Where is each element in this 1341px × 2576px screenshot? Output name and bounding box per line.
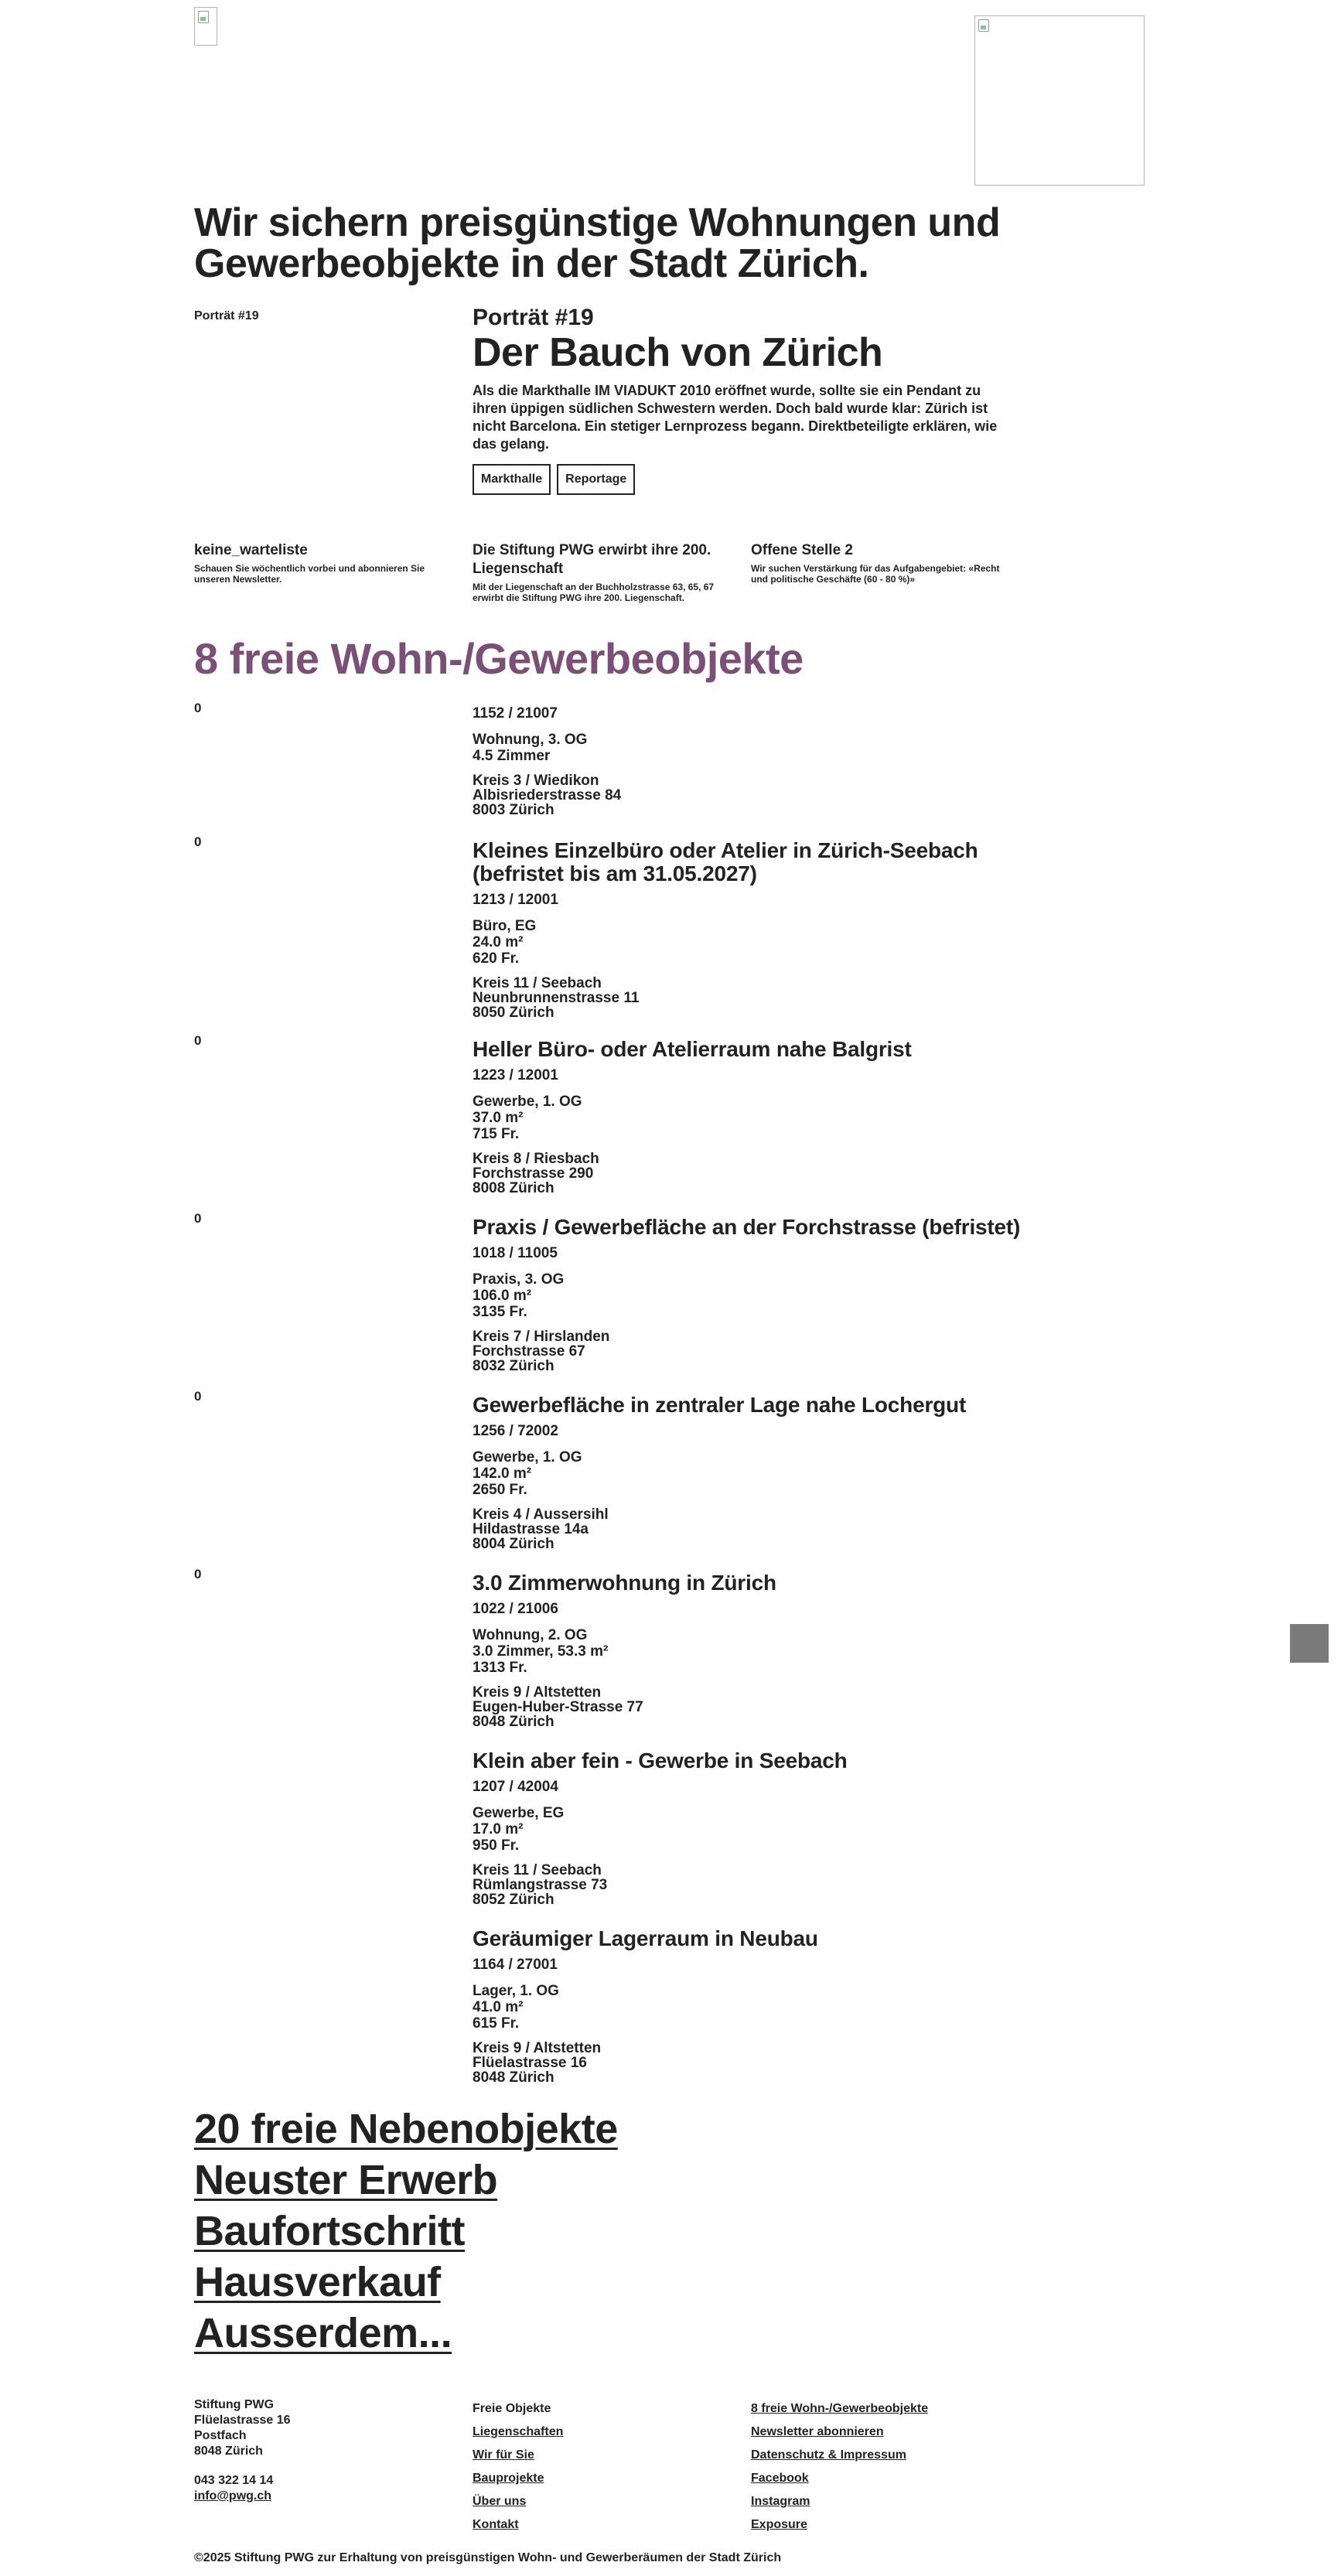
broken-image-icon [198, 11, 209, 23]
listing-type: Gewerbe, 1. OG [473, 1449, 582, 1465]
link-hausverkauf[interactable]: Hausverkauf [194, 2259, 441, 2305]
footer-phone[interactable]: 043 322 14 14 [194, 2474, 274, 2487]
tag-reportage[interactable]: Reportage [557, 464, 635, 495]
listing-street: Forchstrasse 67 [473, 1343, 585, 1360]
teaser-title: Offene Stelle 2 [751, 542, 853, 558]
footer-nav [473, 2397, 735, 2537]
listing-counter: 0 [194, 701, 202, 715]
listing-rent: 1313 Fr. [473, 1660, 527, 1676]
listing-city: 8048 Zürich [473, 1714, 554, 1730]
footer-nav-heading[interactable]: Freie Objekte [473, 2402, 551, 2415]
listing-ref: 1223 / 12001 [473, 1067, 558, 1083]
footer-link-facebook[interactable]: Facebook [751, 2472, 809, 2485]
footer-city: 8048 Zürich [194, 2445, 263, 2458]
listing-city: 8003 Zürich [473, 802, 554, 818]
link-nebenobjekte[interactable]: 20 freie Nebenobjekte [194, 2106, 618, 2152]
teaser-text: Schauen Sie wöchentlich vorbei und abonnieren Sie unseren Newsletter. [194, 563, 425, 585]
broken-image-icon [978, 19, 989, 32]
footer-link-newsletter[interactable]: Newsletter abonnieren [751, 2425, 884, 2438]
listing-rent: 3135 Fr. [473, 1304, 527, 1320]
listing-ref: 1022 / 21006 [473, 1601, 558, 1617]
listing-city: 8052 Zürich [473, 1892, 554, 1908]
listing-street: Forchstrasse 290 [473, 1165, 594, 1182]
footer-street: Flüelastrasse 16 [194, 2414, 291, 2427]
listing-title[interactable]: Gewerbefläche in zentraler Lage nahe Lochergut [473, 1393, 967, 1417]
footer-link-freie-objekte[interactable]: 8 freie Wohn-/Gewerbeobjekte [751, 2402, 929, 2415]
teaser-offene-stelle[interactable] [751, 541, 1006, 585]
listing-area: 106.0 m² [473, 1288, 532, 1304]
listing-street: Flüelastrasse 16 [473, 2055, 587, 2071]
footer-link-datenschutz[interactable]: Datenschutz & Impressum [751, 2448, 906, 2462]
portrait-kicker: Porträt #19 [194, 309, 259, 322]
listing-city: 8032 Zürich [473, 1358, 554, 1374]
listing-type: Gewerbe, 1. OG [473, 1094, 582, 1110]
portrait-title[interactable]: Der Bauch von Zürich [473, 330, 883, 375]
teaser-title: keine_warteliste [194, 542, 308, 558]
listing-district: Kreis 4 / Aussersihl [473, 1506, 609, 1523]
listing-district: Kreis 7 / Hirslanden [473, 1329, 610, 1345]
listing-district: Kreis 8 / Riesbach [473, 1151, 599, 1167]
listing-street: Hildastrasse 14a [473, 1521, 589, 1537]
listing-detail: 4.5 Zimmer [473, 748, 551, 764]
link-neuster-erwerb[interactable]: Neuster Erwerb [194, 2157, 498, 2203]
listing-city: 8048 Zürich [473, 2069, 554, 2086]
listing-rent: 2650 Fr. [473, 1482, 527, 1498]
listing-counter: 0 [194, 1033, 202, 1048]
listing-ref: 1018 / 11005 [473, 1245, 558, 1261]
listing-district: Kreis 3 / Wiedikon [473, 773, 599, 789]
listing-type: Büro, EG [473, 918, 537, 934]
listing-title[interactable]: Heller Büro- oder Atelierraum nahe Balgrist [473, 1037, 912, 1061]
listing-rent: 950 Fr. [473, 1837, 520, 1854]
listing-type: Lager, 1. OG [473, 1983, 559, 1999]
listing-ref: 1164 / 27001 [473, 1957, 558, 1973]
listing-area: 41.0 m² [473, 1999, 524, 2015]
listing-street: Rümlangstrasse 73 [473, 1877, 608, 1893]
listings-heading: 8 freie Wohn-/Gewerbeobjekte [194, 634, 804, 683]
listing-area: 142.0 m² [473, 1465, 532, 1482]
footer-link-wir-fuer-sie[interactable]: Wir für Sie [473, 2448, 534, 2462]
listing-title[interactable]: Geräumiger Lagerraum in Neubau [473, 1926, 818, 1950]
link-ausserdem[interactable]: Ausserdem... [194, 2310, 452, 2356]
listing-city: 8008 Zürich [473, 1180, 554, 1196]
footer-links [751, 2397, 1014, 2537]
copyright-notice: ©2025 Stiftung PWG zur Erhaltung von preisgünstigen Wohn- und Gewerberäumen der Stadt Zürich [194, 2551, 782, 2564]
listing-type: Wohnung, 3. OG [473, 732, 588, 748]
listing-rent: 615 Fr. [473, 2015, 520, 2032]
listing-ref: 1256 / 72002 [473, 1423, 558, 1439]
listing-area: 24.0 m² [473, 934, 524, 950]
listing-counter: 0 [194, 1567, 202, 1581]
listing-counter: 0 [194, 1211, 202, 1226]
listing-title[interactable]: Praxis / Gewerbefläche an der Forchstrasse (befristet) [473, 1215, 1021, 1239]
link-baufortschritt[interactable]: Baufortschritt [194, 2208, 466, 2254]
teaser-warteliste[interactable] [194, 541, 449, 585]
listing-type: Praxis, 3. OG [473, 1271, 565, 1288]
listing-street: Eugen-Huber-Strasse 77 [473, 1699, 643, 1715]
section-links [194, 2103, 618, 2359]
portrait-number: Porträt #19 [473, 305, 594, 330]
teaser-text: Wir suchen Verstärkung für das Aufgabengebiet: «Recht und politische Geschäfte (60 - 80 %)» [751, 563, 1000, 585]
footer-org-name: Stiftung PWG [194, 2398, 275, 2411]
listing-street: Neunbrunnenstrasse 11 [473, 990, 640, 1006]
listing-title[interactable]: 3.0 Zimmerwohnung in Zürich [473, 1571, 776, 1595]
listing-district: Kreis 11 / Seebach [473, 975, 602, 991]
logo-image[interactable] [194, 7, 217, 46]
teaser-text: Mit der Liegenschaft an der Buchholzstrasse 63, 65, 67 erwirbt die Stiftung PWG ihre 200. Liegenschaft. [473, 582, 715, 603]
listing-area: 17.0 m² [473, 1821, 524, 1837]
listing-district: Kreis 9 / Altstetten [473, 1684, 602, 1701]
portrait-image[interactable] [974, 15, 1145, 186]
listing-ref: 1152 / 21007 [473, 705, 558, 722]
footer-link-exposure[interactable]: Exposure [751, 2518, 807, 2531]
tag-markthalle[interactable]: Markthalle [473, 464, 551, 495]
footer-link-kontakt[interactable]: Kontakt [473, 2518, 519, 2531]
listing-counter: 0 [194, 1389, 202, 1404]
listing-area: 3.0 Zimmer, 53.3 m² [473, 1643, 609, 1660]
scroll-to-top-button[interactable] [1290, 1624, 1329, 1663]
footer-address [194, 2397, 457, 2504]
page-tagline: Wir sichern preisgünstige Wohnungen und Gewerbeobjekte in der Stadt Zürich. [194, 200, 1001, 286]
listing-rent: 715 Fr. [473, 1126, 520, 1142]
listing-city: 8050 Zürich [473, 1005, 554, 1021]
listing-area: 37.0 m² [473, 1110, 524, 1126]
teaser-title: Die Stiftung PWG erwirbt ihre 200. Liegenschaft [473, 542, 711, 577]
listing-ref: 1207 / 42004 [473, 1779, 558, 1795]
footer-email[interactable]: info@pwg.ch [194, 2489, 272, 2503]
teaser-liegenschaft[interactable] [473, 541, 728, 603]
footer-link-liegenschaften[interactable]: Liegenschaften [473, 2425, 564, 2438]
listing-rent: 620 Fr. [473, 950, 520, 967]
listing-street: Albisriederstrasse 84 [473, 787, 622, 804]
footer-link-ueber-uns[interactable]: Über uns [473, 2495, 527, 2508]
footer-link-instagram[interactable]: Instagram [751, 2495, 810, 2508]
listing-type: Wohnung, 2. OG [473, 1627, 588, 1643]
listing-type: Gewerbe, EG [473, 1805, 565, 1821]
listing-ref: 1213 / 12001 [473, 892, 558, 908]
listing-title[interactable]: Klein aber fein - Gewerbe in Seebach [473, 1749, 848, 1772]
listing-district: Kreis 9 / Altstetten [473, 2040, 602, 2056]
portrait-text: Als die Markthalle IM VIADUKT 2010 eröffnet wurde, sollte sie ein Pendant zu ihren üppigen südlichen Schwestern werden. Doch bald wurde klar: Zürich ist nicht Barcelona. Ein stetiger Lernprozess begann. Direktbeteiligte erklären, wie das gelang. [473, 383, 998, 452]
portrait-feature[interactable] [473, 305, 1014, 495]
listing-title[interactable]: Kleines Einzelbüro oder Atelier in Zürich-Seebach (befristet bis am 31.05.2027) [473, 838, 978, 885]
footer-postbox: Postfach [194, 2429, 247, 2442]
listing-counter: 0 [194, 834, 202, 849]
footer-link-bauprojekte[interactable]: Bauprojekte [473, 2472, 544, 2485]
listing-district: Kreis 11 / Seebach [473, 1862, 602, 1878]
listing-city: 8004 Zürich [473, 1536, 554, 1552]
